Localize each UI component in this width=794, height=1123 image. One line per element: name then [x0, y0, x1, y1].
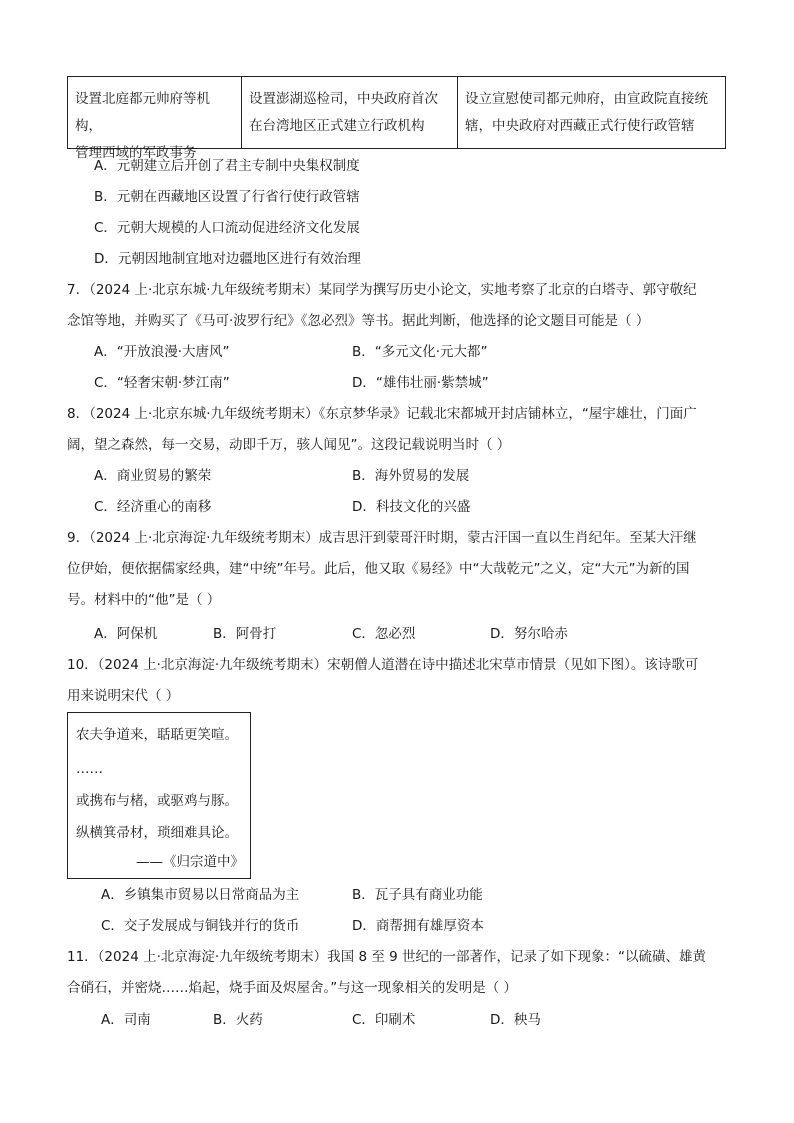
- q7-option-b: B．“多元文化·元大都”: [352, 344, 488, 360]
- yuan-admin-table: [67, 76, 726, 161]
- poem-line: 或携布与楮，或驱鸡与豚。: [76, 793, 238, 809]
- q6-option-d: D．元朝因地制宜地对边疆地区进行有效治理: [94, 251, 361, 267]
- q8-option-c: C．经济重心的南移: [94, 499, 212, 515]
- q8-stem-line2: 阔，望之森然，每一交易，动即千万，骇人闻见”。这段记载说明当时（ ）: [67, 437, 511, 453]
- q10-option-d: D．商帮拥有雄厚资本: [352, 918, 484, 934]
- q10-stem-line1: 10．（2024 上·北京海淀·九年级统考期末）宋朝僧人道潜在诗中描述北宋草市情景（见如下图）。该诗歌可: [67, 657, 699, 673]
- q11-option-a: A．司南: [101, 1012, 151, 1028]
- q9-stem-line2: 位伊始，便依据儒家经典，建“中统”年号。此后，他又取《易经》中“大哉乾元”之义，定“大元”为新的国: [67, 561, 690, 577]
- q11-option-b: B．火药: [213, 1012, 263, 1028]
- q6-option-c: C．元朝大规模的人口流动促进经济文化发展: [94, 220, 360, 236]
- q6-option-b: B．元朝在西藏地区设置了行省行使行政管辖: [94, 189, 360, 205]
- q8-option-a: A．商业贸易的繁荣: [94, 468, 212, 484]
- q10-option-c: C．交子发展成与铜钱并行的货币: [101, 918, 300, 934]
- q11-option-c: C．印刷术: [352, 1012, 416, 1028]
- q8-option-d: D．科技文化的兴盛: [352, 499, 471, 515]
- q9-option-c: C．忽必烈: [352, 626, 416, 642]
- table-cell-2: 设置澎湖巡检司，中央政府首次 在台湾地区正式建立行政机构: [242, 77, 458, 148]
- poem-line: 农夫争道来，聒聒更笑喧。: [76, 727, 238, 743]
- q11-option-d: D．秧马: [490, 1012, 541, 1028]
- poem-line: 纵横箕帚材，琐细难具论。: [76, 825, 238, 841]
- poem-box: [67, 712, 251, 879]
- poem-ellipsis: ……: [76, 761, 103, 777]
- q7-option-a: A．“开放浪漫·大唐风”: [94, 344, 230, 360]
- q7-stem-line1: 7．（2024 上·北京东城·九年级统考期末）某同学为撰写历史小论文，实地考察了北京的白塔寺、郭守敬纪: [67, 282, 697, 298]
- q9-option-b: B．阿骨打: [213, 626, 277, 642]
- q6-option-a: A．元朝建立后开创了君主专制中央集权制度: [94, 158, 360, 174]
- q10-stem-line2: 用来说明宋代（ ）: [67, 688, 180, 704]
- poem-source: ——《归宗道中》: [136, 854, 244, 870]
- table-cell-1: 设置北庭都元帅府等机构， 管理西域的军政事务: [68, 77, 242, 148]
- q9-option-a: A．阿保机: [94, 626, 158, 642]
- q10-option-b: B．瓦子具有商业功能: [352, 887, 483, 903]
- q9-option-d: D．努尔哈赤: [490, 626, 568, 642]
- table-cell-3: 设立宣慰使司都元帅府，由宣政院直接统 辖，中央政府对西藏正式行使行政管辖: [465, 91, 708, 134]
- q7-option-d: D．“雄伟壮丽·紫禁城”: [352, 375, 489, 391]
- q7-option-c: C．“轻奢宋朝·梦江南”: [94, 375, 230, 391]
- q11-stem-line1: 11．（2024 上·北京海淀·九年级统考期末）我国 8 至 9 世纪的一部著作，记录了如下现象：“以硫磺、雄黄: [67, 949, 706, 965]
- q9-stem-line1: 9．（2024 上·北京海淀·九年级统考期末）成吉思汗到蒙哥汗时期，蒙古汗国一直以生肖纪年。至某大汗继: [67, 530, 697, 546]
- q11-stem-line2: 合硝石，并密烧……焰起，烧手面及烬屋舍。”与这一现象相关的发明是（ ）: [67, 980, 518, 996]
- q7-stem-line2: 念馆等地，并购买了《马可·波罗行纪》《忽必烈》等书。据此判断，他选择的论文题目可能是（ ）: [67, 313, 650, 329]
- q10-option-a: A．乡镇集市贸易以日常商品为主: [101, 887, 300, 903]
- q8-option-b: B．海外贸易的发展: [352, 468, 470, 484]
- q9-stem-line3: 号。材料中的“他”是（ ）: [67, 592, 221, 608]
- q8-stem-line1: 8．（2024 上·北京东城·九年级统考期末）《东京梦华录》记载北宋都城开封店铺林立，“屋宇雄壮，门面广: [67, 406, 697, 422]
